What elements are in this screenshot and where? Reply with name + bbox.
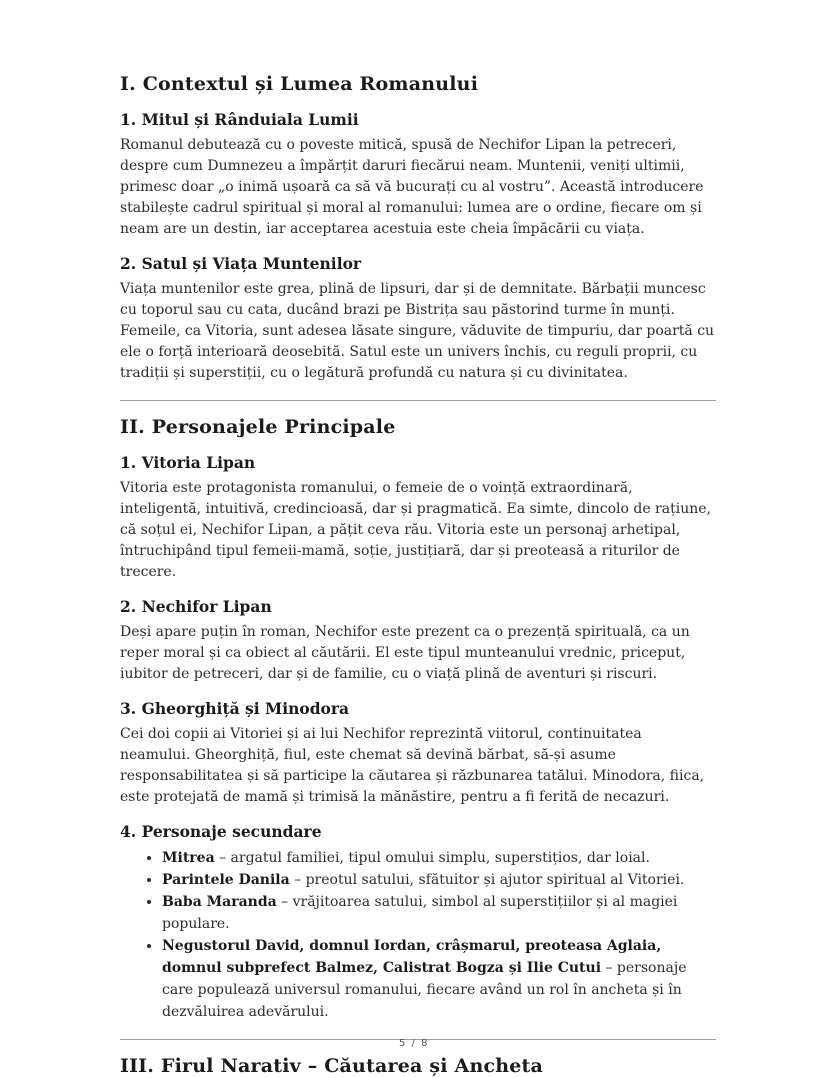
subsection-title-2-3: 3. Gheorghiță și Minodora <box>120 699 350 718</box>
character-name: Baba Maranda <box>162 894 277 910</box>
subsection-title-1-2: 2. Satul și Viața Muntenilor <box>120 254 362 273</box>
character-name: Negustorul David, domnul Iordan, crâșmarul, preoteasa Aglaia, domnul subprefect Balmez, Calistrat Bogza și Ilie Cutui <box>162 938 662 976</box>
character-description: – vrăjitoarea satului, simbol al superstițiilor și al magiei populare. <box>162 894 678 932</box>
section-heading-2: II. Personajele Principale <box>120 416 396 438</box>
list-item <box>162 869 716 891</box>
paragraph-2-1: Vitoria este protagonista romanului, o femeie de o voință extraordinară, inteligentă, intuitivă, credincioasă, dar și pragmatică. Ea simte, dincolo de rațiune, că soțul ei, Nechifor Lipan, a pățit ceva rău. Vitoria este un personaj arhetipal, întruchipând tipul femeii-mamă, soție, justițiară, dar și preoteasă a riturilor de trecere. <box>120 480 711 580</box>
subsection-title-2-2: 2. Nechifor Lipan <box>120 597 272 616</box>
section-heading-1: I. Contextul și Lumea Romanului <box>120 73 479 95</box>
character-name: Parintele Danila <box>162 872 290 888</box>
character-description: – argatul familiei, tipul omului simplu, superstițios, dar loial. <box>214 850 650 866</box>
section-divider-1 <box>120 400 716 401</box>
list-item <box>162 935 716 1023</box>
secondary-characters-list <box>120 847 716 1023</box>
subsection-title-1-1: 1. Mitul și Rânduiala Lumii <box>120 110 359 129</box>
subsection-title-2-4: 4. Personaje secundare <box>120 822 322 841</box>
character-description: – preotul satului, sfătuitor și ajutor spiritual al Vitoriei. <box>289 872 685 888</box>
paragraph-2-3: Cei doi copii ai Vitoriei și ai lui Nechifor reprezintă viitorul, continuitatea neamului. Gheorghiță, fiul, este chemat să devină bărbat, să-și asume responsabilitatea și să participe la căutarea și răzbunarea tatălui. Minodora, fiica, este protejată de mamă și trimisă la mănăstire, pentru a fi ferită de necazuri. <box>120 726 705 805</box>
list-item <box>162 847 716 869</box>
paragraph-1-1: Romanul debutează cu o poveste mitică, spusă de Nechifor Lipan la petreceri, despre cum Dumnezeu a împărțit daruri fiecărui neam. Muntenii, veniți ultimii, primesc doar „o inimă ușoară ca să vă bucurați cu al vostru”. Această introducere stabilește cadrul spiritual și moral al romanului: lumea are o ordine, fiecare om și neam are un destin, iar acceptarea acestuia este cheia împăcării cu viața. <box>120 137 704 237</box>
list-item <box>162 891 716 935</box>
page-number-indicator: 5 / 8 <box>399 1038 429 1049</box>
paragraph-1-2: Viața muntenilor este grea, plină de lipsuri, dar și de demnitate. Bărbații muncesc cu toporul sau cu cata, ducând brazi pe Bistrița sau păstorind turme în munți. Femeile, ca Vitoria, sunt adesea lăsate singure, văduvite de timpuriu, dar poartă cu ele o forță interioară deosebită. Satul este un univers închis, cu reguli proprii, cu tradiții și superstiții, cu o legătură profundă cu natura și cu divinitatea. <box>120 281 715 381</box>
section-heading-3: III. Firul Narativ – Căutarea și Ancheta <box>120 1055 544 1077</box>
paragraph-2-2: Deși apare puțin în roman, Nechifor este prezent ca o prezență spirituală, ca un reper moral și ca obiect al căutării. El este tipul munteanului vrednic, priceput, iubitor de petreceri, dar și de familie, cu o viață plină de aventuri și riscuri. <box>120 624 690 682</box>
character-name: Mitrea <box>162 850 215 866</box>
subsection-title-2-1: 1. Vitoria Lipan <box>120 453 256 472</box>
character-description: – personaje care populează universul romanului, fiecare având un rol în ancheta și în dezvăluirea adevărului. <box>162 960 687 1020</box>
